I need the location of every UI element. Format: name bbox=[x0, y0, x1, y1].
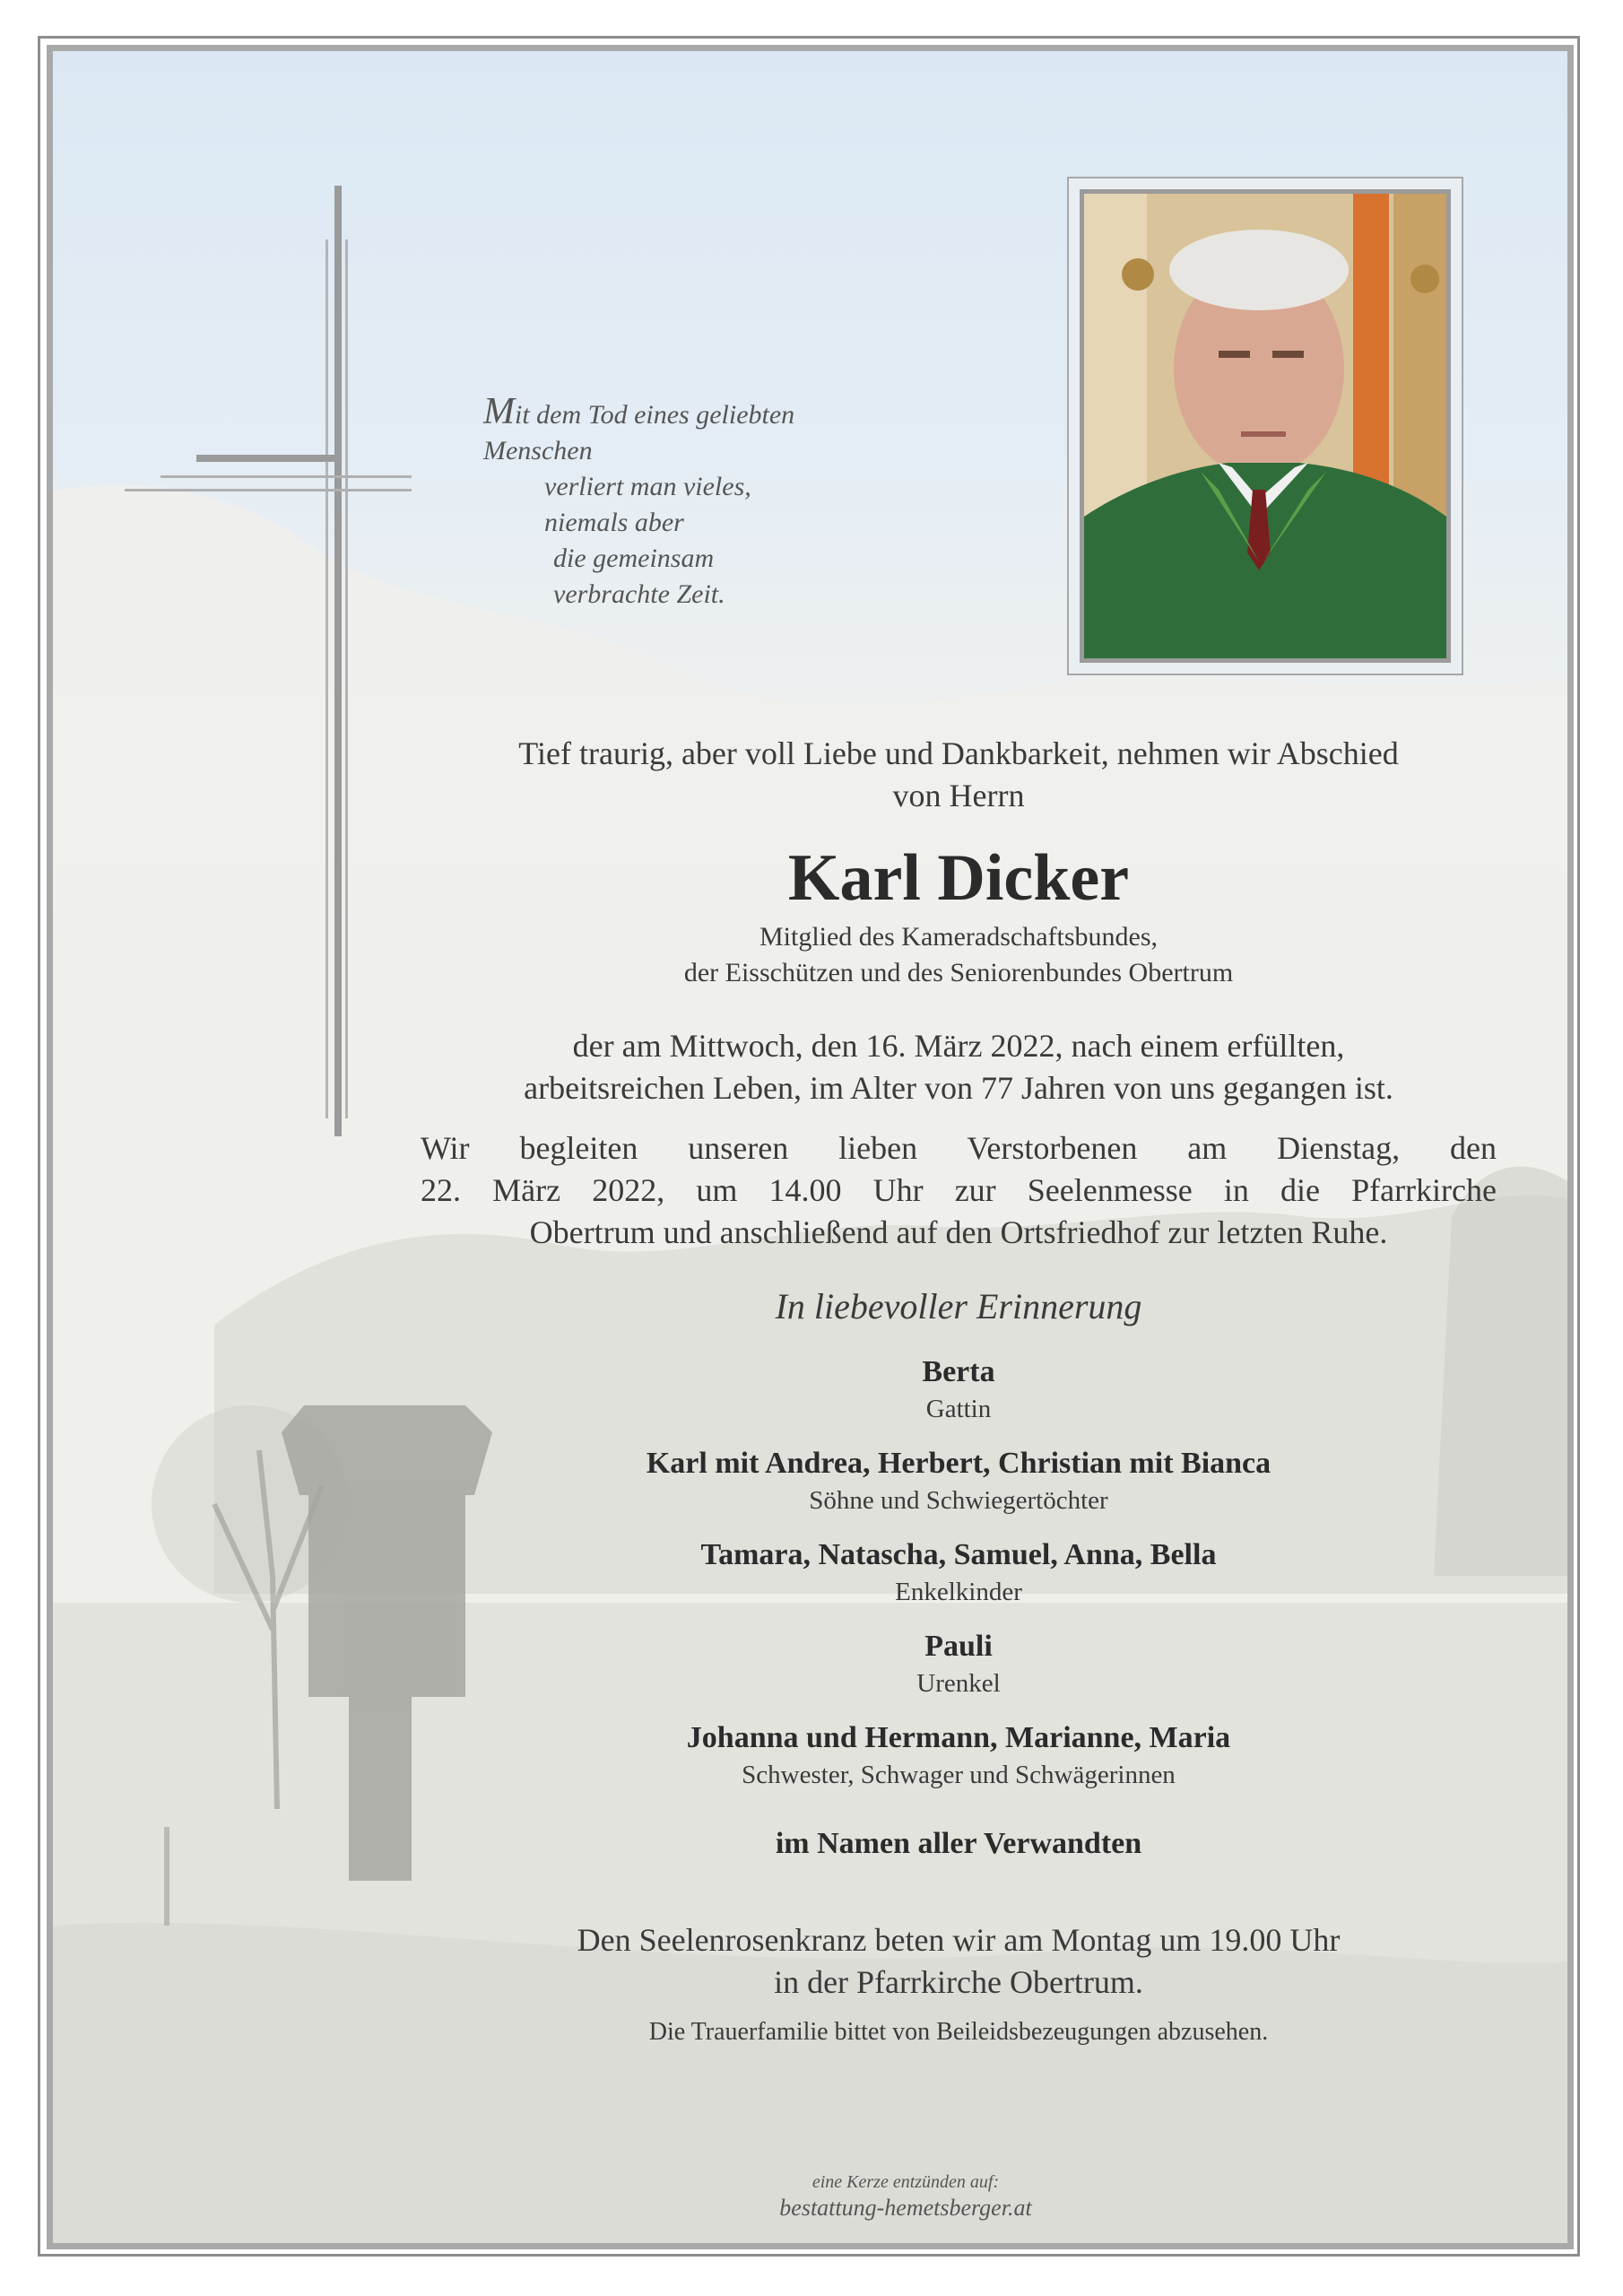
funeral-text bbox=[421, 1127, 1497, 1254]
family-list bbox=[421, 1352, 1497, 1792]
rosary-line-2: in der Pfarrkirche Obertrum. bbox=[774, 1964, 1143, 2000]
cross-line-2 bbox=[125, 489, 412, 491]
quote-line-1: Mit dem Tod eines geliebten Menschen bbox=[483, 391, 795, 465]
closing-text: im Namen aller Verwandten bbox=[775, 1827, 1142, 1860]
passing-line-2: arbeitsreichen Leben, im Alter von 77 Jahren von uns gegangen ist. bbox=[524, 1070, 1393, 1106]
funeral-line-1: Wir begleiten unseren lieben Verstorbenen am Dienstag, den bbox=[421, 1130, 1497, 1166]
condolence-note: Die Trauerfamilie bittet von Beileidsbezeugungen abzusehen. bbox=[648, 2018, 1269, 2046]
cross-vertical-shadow-1 bbox=[325, 239, 328, 1118]
funeral-line-2: 22. März 2022, um 14.00 Uhr zur Seelenmesse in die Pfarrkirche bbox=[421, 1172, 1497, 1208]
cross-vertical bbox=[334, 186, 342, 1136]
family-group bbox=[421, 1718, 1497, 1792]
family-names: Johanna und Hermann, Marianne, Maria bbox=[686, 1721, 1231, 1754]
website-link[interactable]: bestattung-hemetsberger.at bbox=[779, 2195, 1032, 2221]
family-names: Pauli bbox=[924, 1630, 993, 1663]
portrait-photo bbox=[1080, 189, 1451, 663]
obituary-content bbox=[421, 733, 1497, 2048]
funeral-line-3: Obertrum und anschließend auf den Ortsfriedhof zur letzten Ruhe. bbox=[529, 1214, 1388, 1250]
family-group bbox=[421, 1352, 1497, 1426]
passing-line-1: der am Mittwoch, den 16. März 2022, nach einem erfüllten, bbox=[572, 1028, 1345, 1064]
family-names: Karl mit Andrea, Herbert, Christian mit Bianca bbox=[646, 1447, 1271, 1480]
family-group bbox=[421, 1627, 1497, 1700]
footer bbox=[368, 2170, 1444, 2222]
quote bbox=[483, 391, 824, 613]
intro-line-2: von Herrn bbox=[892, 778, 1025, 813]
membership-line-1: Mitglied des Kameradschaftsbundes, bbox=[759, 922, 1159, 952]
intro-text bbox=[421, 733, 1497, 817]
fence-post bbox=[164, 1827, 169, 1926]
family-group bbox=[421, 1535, 1497, 1609]
quote-line-2: verliert man vieles, niemals aber bbox=[544, 472, 751, 537]
cross-vertical-shadow-2 bbox=[345, 239, 348, 1118]
cross-horizontal bbox=[196, 455, 335, 462]
family-names: Berta bbox=[922, 1355, 995, 1388]
family-role: Schwester, Schwager und Schwägerinnen bbox=[742, 1761, 1176, 1789]
family-role: Enkelkinder bbox=[895, 1578, 1022, 1606]
family-role: Urenkel bbox=[916, 1669, 1001, 1698]
membership-line-2: der Eisschützen und des Seniorenbundes Obertrum bbox=[683, 958, 1234, 987]
passing-text bbox=[421, 1025, 1497, 1109]
rosary-line-1: Den Seelenrosenkranz beten wir am Montag um 19.00 Uhr bbox=[577, 1922, 1341, 1958]
obituary-card bbox=[47, 45, 1574, 2249]
intro-line-1: Tief traurig, aber voll Liebe und Dankbarkeit, nehmen wir Abschied bbox=[518, 735, 1399, 771]
family-role: Söhne und Schwiegertöchter bbox=[809, 1486, 1108, 1515]
cross-line-1 bbox=[161, 475, 412, 478]
candle-note: eine Kerze entzünden auf: bbox=[812, 2172, 1000, 2192]
portrait-illustration bbox=[1084, 194, 1446, 658]
deceased-name: Karl Dicker bbox=[787, 841, 1130, 915]
family-group bbox=[421, 1444, 1497, 1518]
rosary-text bbox=[421, 1919, 1497, 2004]
membership-text bbox=[421, 919, 1497, 991]
quote-line-3: die gemeinsam verbrachte Zeit. bbox=[553, 544, 725, 609]
family-role: Gattin bbox=[925, 1395, 992, 1423]
memory-heading: In liebevoller Erinnerung bbox=[775, 1286, 1142, 1326]
cross-ornament bbox=[125, 186, 412, 1154]
portrait-frame bbox=[1067, 177, 1463, 675]
family-names: Tamara, Natascha, Samuel, Anna, Bella bbox=[700, 1538, 1217, 1571]
